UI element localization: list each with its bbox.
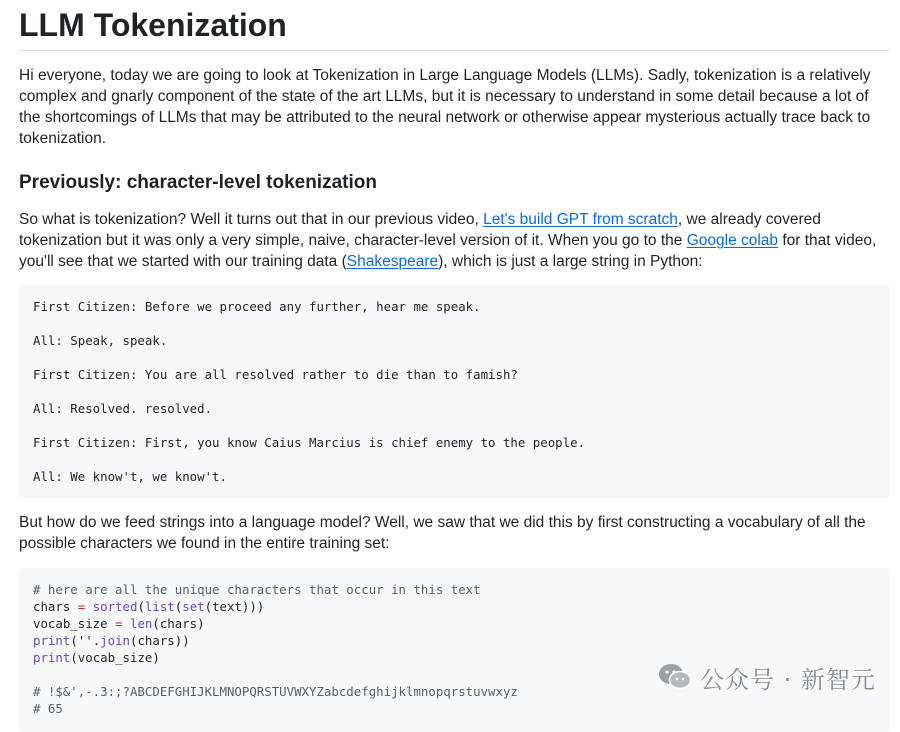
- code-line: First Citizen: First, you know Caius Marcius is chief enemy to the people.: [33, 435, 586, 450]
- code-token: (chars)): [130, 633, 190, 648]
- google-colab-link[interactable]: Google colab: [686, 232, 779, 249]
- section-heading: Previously: character-level tokenization: [19, 172, 377, 193]
- code-line: First Citizen: You are all resolved rather to die than to famish?: [33, 367, 518, 382]
- code-line: [33, 632, 190, 649]
- code-line: All: Speak, speak.: [33, 333, 168, 348]
- code-token: join: [100, 633, 130, 648]
- code-block-vocab: [19, 568, 890, 732]
- code-token: len: [122, 616, 153, 631]
- code-block-shakespeare: [19, 285, 890, 498]
- para-text-d: ), which is just a large string in Python:: [438, 253, 703, 270]
- code-token: chars: [33, 599, 78, 614]
- code-token: (: [174, 599, 183, 614]
- code-token: sorted: [85, 599, 138, 614]
- code-line: [33, 598, 264, 615]
- code-token: print: [33, 650, 71, 665]
- code-comment: # here are all the unique characters that occur in this text: [33, 582, 481, 597]
- code-token: (: [137, 599, 145, 614]
- code-line: [33, 649, 160, 666]
- code-token: (vocab_size): [70, 650, 160, 665]
- code-line: All: We know't, we know't.: [33, 469, 227, 484]
- para-text-a: So what is tokenization? Well it turns out that in our previous video,: [19, 211, 484, 228]
- article: [19, 0, 890, 732]
- para-text-b: , we already covered tokenization but it was only a very simple, naive, character-level version of it. When you go to the: [19, 211, 821, 249]
- copy-icon[interactable]: [861, 579, 877, 595]
- code-token: (text))): [204, 599, 265, 614]
- code-token: (''.: [70, 633, 101, 648]
- code-token: vocab_size: [33, 616, 116, 631]
- intro-paragraph: Hi everyone, today we are going to look at Tokenization in Large Language Models (LLMs). Sadly, tokenization is a relatively complex and gnarly component of the state of the art LLMs, but it is necessary to understand in some detail because a lot of the shortcomings of LLMs that may be attributed to the neural network or otherwise appear mysterious actually trace back to tokenization.: [19, 67, 871, 147]
- code-line: First Citizen: Before we proceed any further, hear me speak.: [33, 299, 481, 314]
- code-comment: # !$&',-.3:;?ABCDEFGHIJKLMNOPQRSTUVWXYZabcdefghijklmnopqrstuvwxyz: [33, 684, 518, 699]
- para-text-c: for that video, you'll see that we started with our training data (: [19, 232, 877, 270]
- code-token: =: [115, 616, 123, 631]
- code-token: set: [182, 599, 205, 614]
- code-token: (chars): [152, 616, 205, 631]
- code-token: print: [33, 633, 71, 648]
- copy-icon[interactable]: [861, 296, 877, 312]
- shakespeare-link[interactable]: Shakespeare: [346, 253, 439, 270]
- wechat-logo-icon: [658, 662, 692, 692]
- gpt-from-scratch-link[interactable]: Let's build GPT from scratch: [483, 211, 678, 228]
- watermark-text: 公众号 · 新智元: [700, 665, 876, 694]
- code-token: list: [144, 599, 175, 614]
- code-comment: # 65: [33, 701, 63, 716]
- code-line: All: Resolved. resolved.: [33, 401, 213, 416]
- code-token: =: [77, 599, 86, 614]
- watermark: [658, 659, 876, 695]
- vocab-paragraph: But how do we feed strings into a language model? Well, we saw that we did this by first constructing a vocabulary of all the possible characters we found in the entire training set:: [19, 514, 866, 552]
- code-line: [33, 615, 205, 632]
- page-title: LLM Tokenization: [19, 0, 890, 51]
- section-paragraph: [19, 209, 890, 272]
